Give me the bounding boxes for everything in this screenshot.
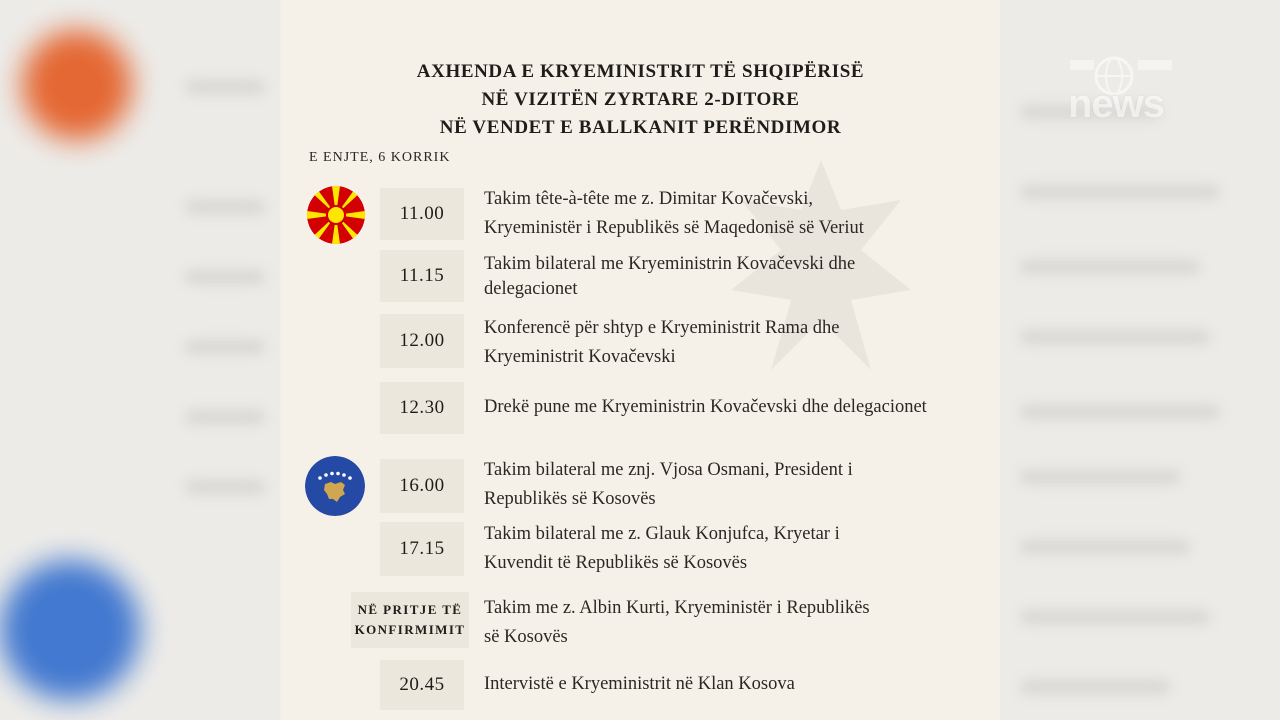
news-logo-text: news — [1068, 82, 1165, 126]
schedule-description: Takim bilateral me Kryeministrin Kovačevski dhe delegacionet — [484, 254, 856, 299]
blurred-left-background — [0, 0, 280, 720]
time-box: 20.45 — [380, 660, 464, 710]
schedule-description: Drekë pune me Kryeministrin Kovačevski dhe delegacionet — [484, 397, 927, 417]
time-box: 16.00 — [380, 459, 464, 513]
agenda-document — [281, 0, 1000, 720]
kosovo-flag-icon — [305, 456, 365, 516]
time-box: 11.00 — [380, 188, 464, 240]
pending-confirmation-box: NË PRITJE TË KONFIRMIMIT — [351, 592, 469, 648]
schedule-description: Takim tête-à-tête me z. Dimitar Kovačevski, Kryeministër i Republikës së Maqedonisë së Veriut — [484, 189, 864, 238]
schedule-description: Intervistë e Kryeministrit në Klan Kosova — [484, 674, 795, 694]
agenda-title-line-1: AXHENDA E KRYEMINISTRIT TË SHQIPËRISË — [416, 61, 865, 82]
schedule-description: Takim bilateral me znj. Vjosa Osmani, President i Republikës së Kosovës — [484, 460, 853, 509]
agenda-title-line-3: NË VENDET E BALLKANIT PERËNDIMOR — [439, 117, 842, 138]
time-box: 12.30 — [380, 382, 464, 434]
time-box: 12.00 — [380, 314, 464, 368]
blurred-flag-blue — [0, 560, 140, 700]
time-box: 17.15 — [380, 522, 464, 576]
time-box: 11.15 — [380, 250, 464, 302]
schedule-description: Takim me z. Albin Kurti, Kryeministër i Republikës së Kosovës — [484, 598, 870, 647]
north-macedonia-flag-icon — [307, 186, 365, 244]
schedule-description: Konferencë për shtyp e Kryeministrit Rama dhe Kryeministrit Kovačevski — [484, 318, 840, 367]
news-channel-logo — [1062, 52, 1182, 132]
agenda-date: E ENJTE, 6 KORRIK — [309, 150, 451, 165]
blurred-flag-orange — [22, 30, 132, 140]
schedule-description: Takim bilateral me z. Glauk Konjufca, Kryetar i Kuvendit të Republikës së Kosovës — [484, 524, 840, 573]
agenda-title-line-2: NË VIZITËN ZYRTARE 2-DITORE — [481, 89, 800, 110]
